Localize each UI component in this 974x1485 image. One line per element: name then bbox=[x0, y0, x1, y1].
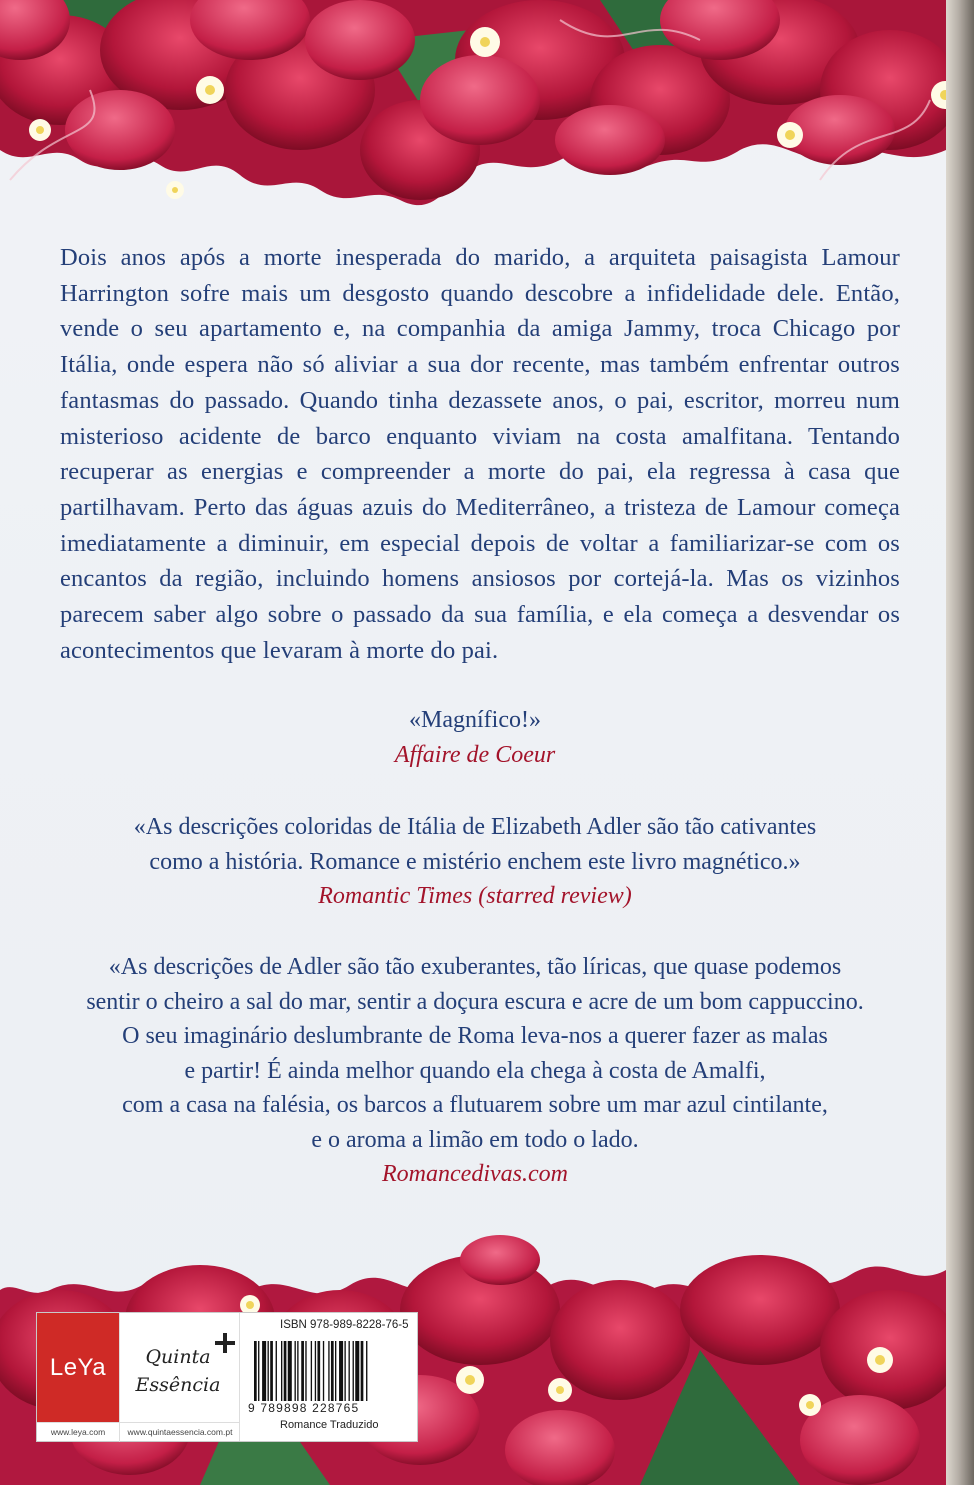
quote-line: «As descrições de Adler são tão exuberantes, tão líricas, que quase podemos bbox=[108, 954, 842, 980]
barcode-bar bbox=[317, 1341, 320, 1401]
barcode-bar bbox=[323, 1341, 324, 1401]
barcode-digits: 9 789898 228765 bbox=[248, 1401, 360, 1415]
quote-source: Romantic Times (starred review) bbox=[318, 883, 632, 909]
barcode-bar bbox=[328, 1341, 329, 1401]
barcode-area bbox=[239, 1313, 418, 1441]
quinta-essencia-logo bbox=[119, 1313, 240, 1422]
barcode-bar bbox=[311, 1341, 312, 1401]
review-quote-2 bbox=[40, 810, 910, 914]
barcode-bar bbox=[315, 1341, 316, 1401]
barcode-bar bbox=[262, 1341, 266, 1401]
barcode-graphic bbox=[252, 1341, 412, 1401]
quote-line: «Magnífico!» bbox=[409, 707, 541, 733]
synopsis-paragraph: Dois anos após a morte inesperada do marido, a arquiteta paisagista Lamour Harrington sofre mais um desgosto quando descobre a infidelidade dele. Então, vende o seu apartamento e, na companhia da amiga Jammy, troca Chicago por Itália, onde espera não só aliviar a sua dor recente, mas também enfrentar outros fantasmas do passado. Quando tinha dezassete anos, o pai, escritor, morreu num misterioso acidente de barco enquanto viviam na costa amalfitana. Tentando recuperar as energias e compreender a morte do pai, ela regressa à casa que partilhavam. Perto das águas azuis do Mediterrâneo, a tristeza de Lamour começa imediatamente a diminuir, em especial depois de voltar a familiarizar-se com os encantos da região, incluindo homens ansiosos por cortejá-la. Mas os vizinhos parecem saber algo sobre o passado da sua família, e ela começa a desvendar os acontecimentos que levaram à morte do pai. bbox=[60, 244, 900, 664]
quote-line: sentir o cheiro a sal do mar, sentir a doçura escura e acre de um bom cappuccino. bbox=[86, 988, 864, 1015]
book-spine-edge bbox=[946, 0, 974, 1485]
barcode-bar bbox=[295, 1341, 296, 1401]
quote-line: O seu imaginário deslumbrante de Roma leva-nos a querer fazer as malas bbox=[122, 1023, 828, 1049]
review-quote-1 bbox=[40, 703, 910, 772]
barcode-bar bbox=[276, 1341, 277, 1401]
genre-label: Romance Traduzido bbox=[280, 1419, 379, 1431]
quote-line: «As descrições coloridas de Itália de Elizabeth Adler são tão cativantes bbox=[133, 814, 817, 840]
barcode-bar bbox=[301, 1341, 304, 1401]
quote-source: Affaire de Coeur bbox=[394, 741, 556, 768]
imprint-logo-text: Quinta bbox=[145, 1346, 211, 1368]
quote-line: e partir! É ainda melhor quando ela chega à costa de Amalfi, bbox=[184, 1057, 766, 1084]
barcode-bar bbox=[297, 1341, 298, 1401]
quote-line: com a casa na falésia, os barcos a flutuarem sobre um mar azul cintilante, bbox=[122, 1092, 828, 1118]
svg-text:Essência: Essência bbox=[135, 1374, 221, 1396]
barcode-bar bbox=[353, 1341, 354, 1401]
barcode-bar bbox=[281, 1341, 282, 1401]
barcode-bar bbox=[344, 1341, 345, 1401]
isbn-text: ISBN 978-989-8228-76-5 bbox=[280, 1319, 409, 1331]
barcode-bar bbox=[355, 1341, 359, 1401]
barcode-bar bbox=[284, 1341, 287, 1401]
imprint-logo-graphic bbox=[120, 1313, 240, 1422]
plus-icon bbox=[215, 1333, 235, 1353]
barcode-bar bbox=[270, 1341, 273, 1401]
publisher-panel bbox=[36, 1312, 418, 1442]
quote-line: e o aroma a limão em todo o lado. bbox=[311, 1126, 639, 1153]
barcode-bar bbox=[361, 1341, 364, 1401]
barcode-bar bbox=[339, 1341, 343, 1401]
leya-logo: LeYa bbox=[37, 1313, 119, 1422]
barcode-bar bbox=[366, 1341, 367, 1401]
quote-source: Romancedivas.com bbox=[382, 1161, 568, 1187]
barcode-bar bbox=[335, 1341, 336, 1401]
review-quote-3 bbox=[40, 950, 910, 1192]
barcode-bar bbox=[349, 1341, 350, 1401]
quinta-essencia-url: www.quintaessencia.com.pt bbox=[119, 1422, 240, 1442]
leya-url: www.leya.com bbox=[37, 1422, 119, 1442]
barcode-bar bbox=[258, 1341, 259, 1401]
barcode-bar bbox=[305, 1341, 306, 1401]
barcode-bar bbox=[254, 1341, 257, 1401]
floral-header-image bbox=[0, 0, 946, 230]
barcode-bar bbox=[268, 1341, 269, 1401]
barcode-bar bbox=[331, 1341, 334, 1401]
barcode-bar bbox=[288, 1341, 292, 1401]
quote-line: como a história. Romance e mistério enchem este livro magnético.» bbox=[149, 848, 801, 875]
